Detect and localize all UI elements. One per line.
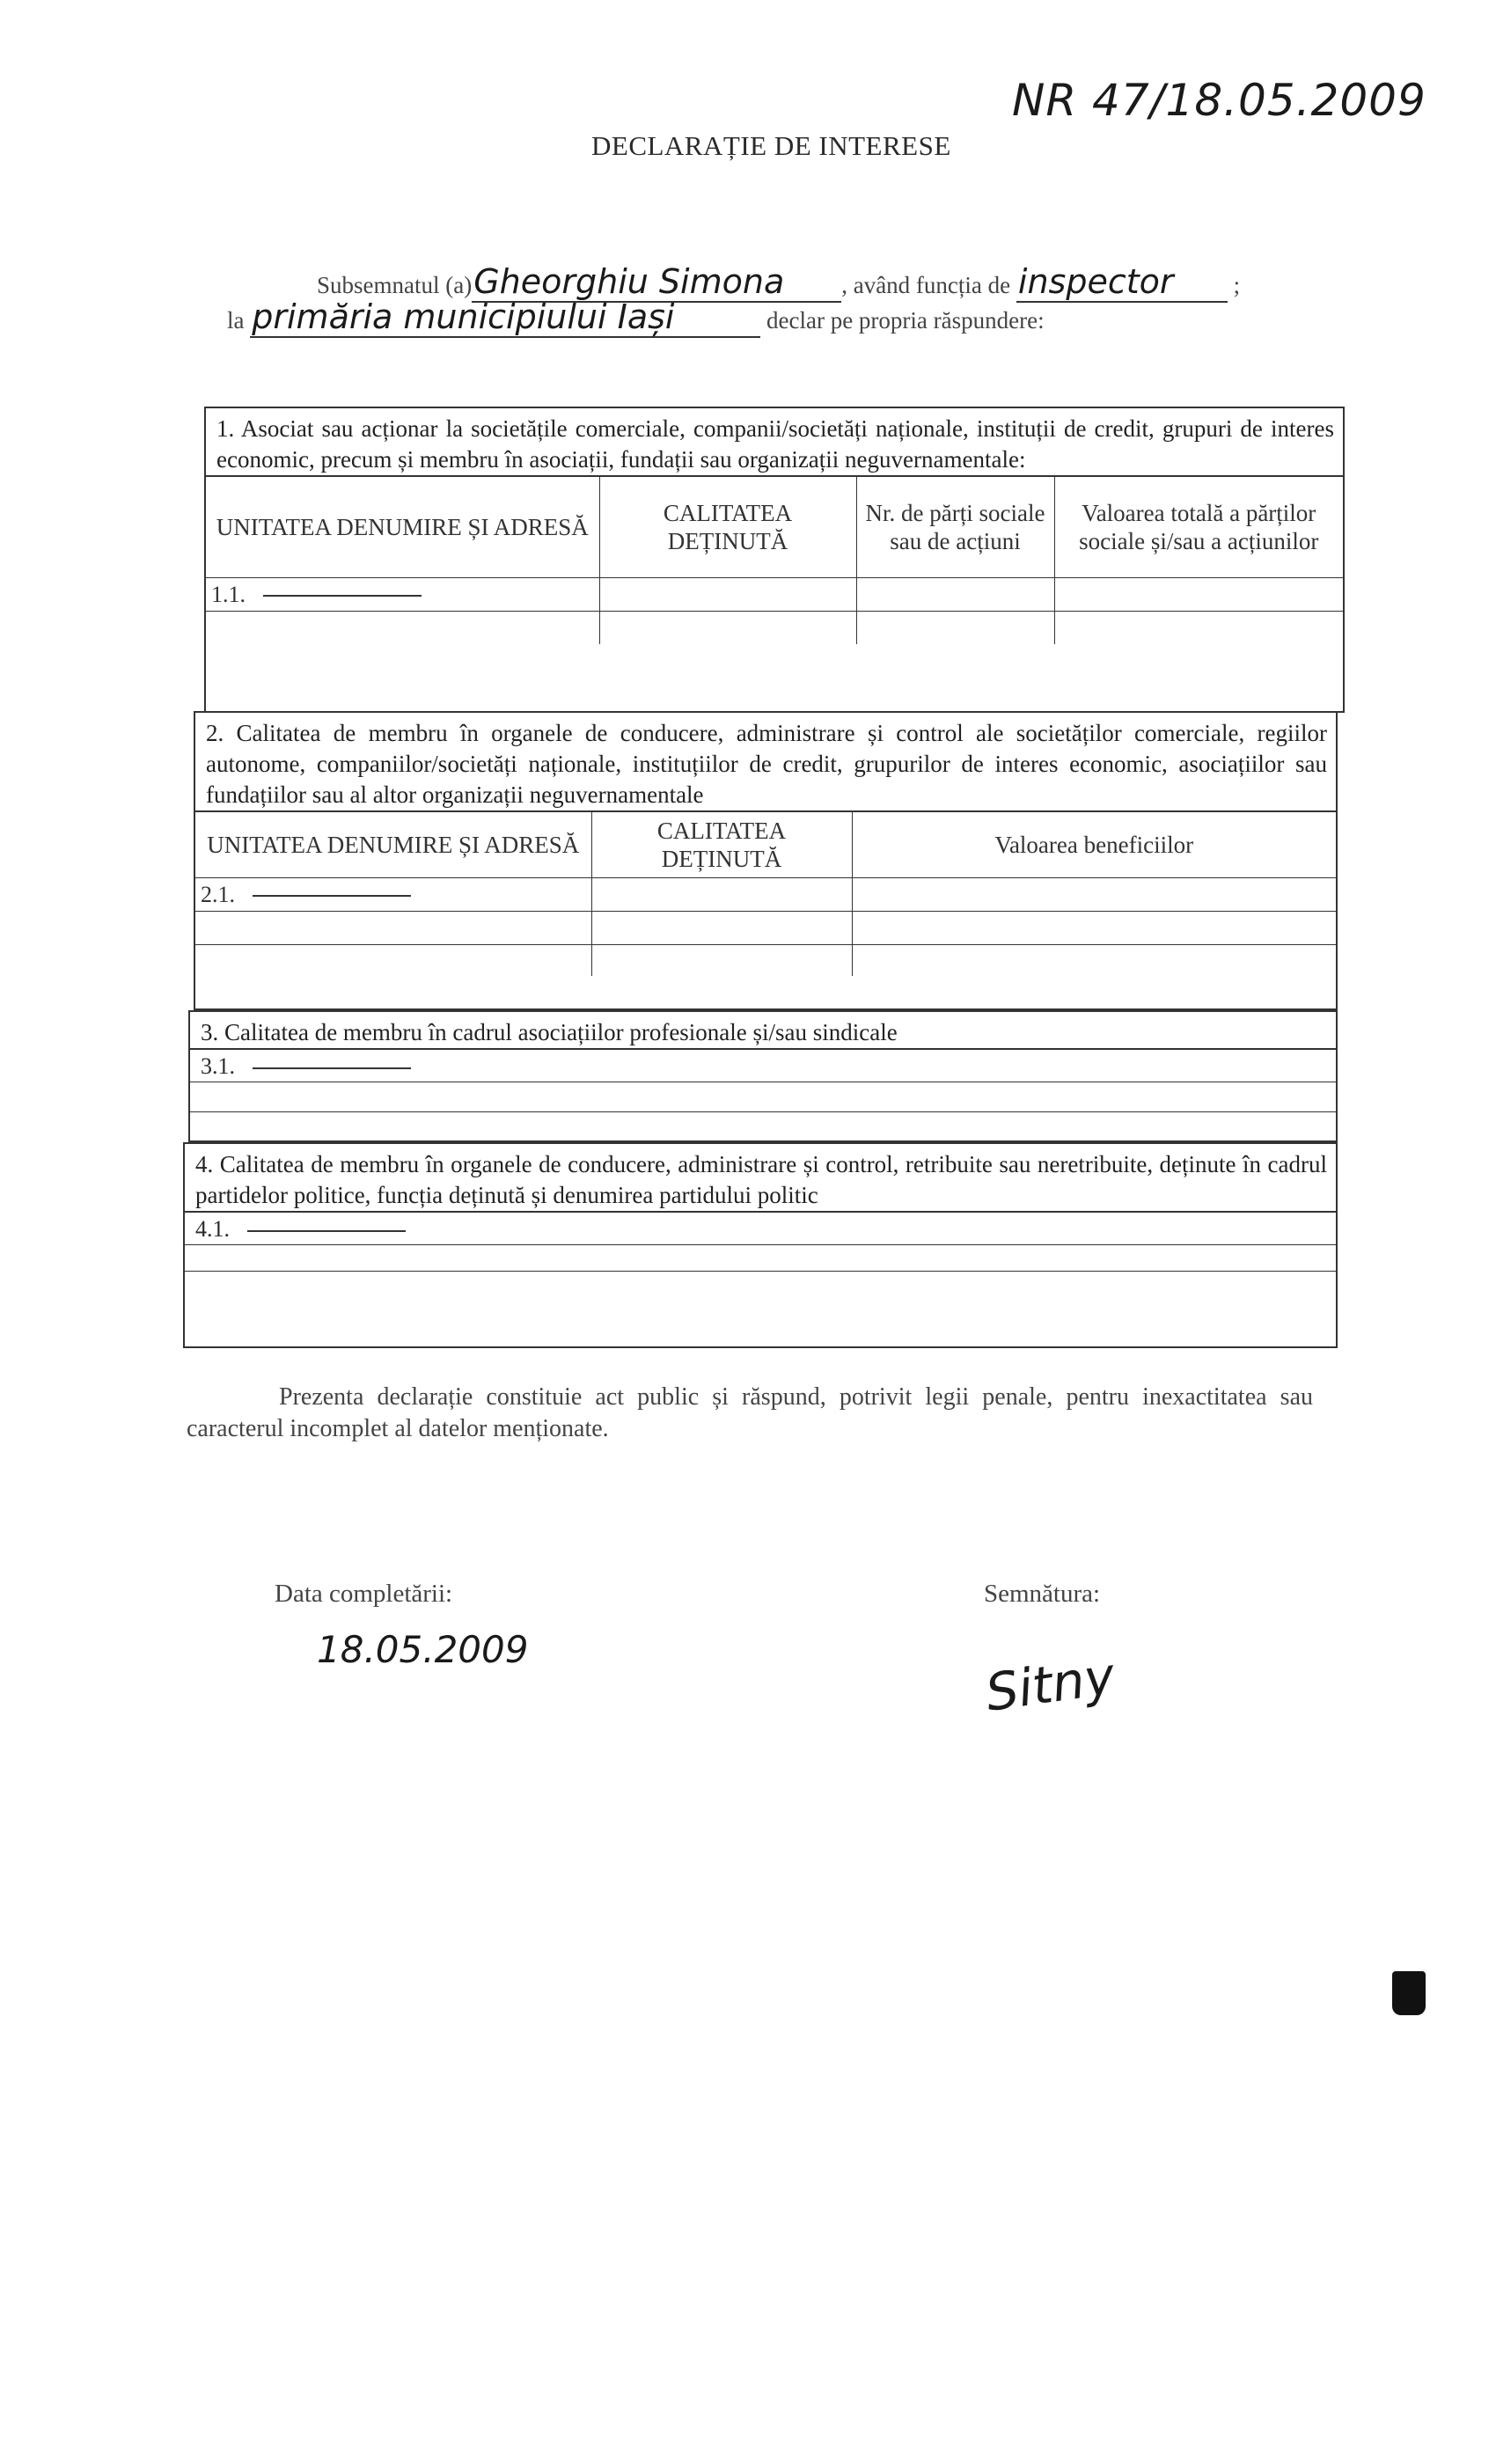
section-1-table [206, 477, 1343, 644]
section-2-table [195, 812, 1336, 976]
s2-col-benefits: Valoarea beneficiilor [852, 812, 1336, 877]
intro-line2-suffix: declar pe propria răspundere: [766, 307, 1045, 334]
table-cell[interactable] [1054, 577, 1343, 611]
dash-line [263, 595, 422, 597]
declaration-text: Prezenta declarație constituie act public și răspund, potrivit legii penale, pentru inexactitatea sau caracterul incomplet al datelor menționate. [187, 1383, 1313, 1442]
table-row[interactable] [185, 1213, 1336, 1244]
s2-col-unit: UNITATEA DENUMIRE ȘI ADRESĂ [195, 812, 591, 877]
intro-line-1: Subsemnatul (a)Gheorghiu Simona , având funcția de inspector ; [317, 262, 1241, 301]
section-3-heading: 3. Calitatea de membru în cadrul asociațiilor profesionale și/sau sindicale [190, 1012, 1336, 1050]
scan-blot [1392, 1971, 1426, 2015]
section-4-heading: 4. Calitatea de membru în organele de conducere, administrare și control, retribuite sau neretribuite, deținute în cadrul partidelor politice, funcția deținută și denumirea partidului politic [185, 1144, 1336, 1213]
section-1 [204, 407, 1345, 713]
s1-col-quality: CALITATEA DEȚINUTĂ [599, 477, 856, 577]
intro-line-2 [227, 297, 1045, 338]
table-cell[interactable] [591, 877, 852, 911]
s3-row-label: 3.1. [201, 1053, 235, 1079]
table-cell[interactable] [852, 911, 1336, 944]
s1-col-unit: UNITATEA DENUMIRE ȘI ADRESĂ [206, 477, 599, 577]
function-field[interactable] [1016, 262, 1228, 303]
table-row[interactable] [185, 1244, 1336, 1271]
registration-number: NR 47/18.05.2009 [1012, 75, 1426, 126]
table-row[interactable] [190, 1111, 1336, 1141]
section-2 [194, 711, 1338, 1010]
s1-col-shares: Nr. de părți sociale sau de acțiuni [856, 477, 1054, 577]
s4-row-label: 4.1. [195, 1216, 230, 1242]
table-cell[interactable] [1054, 611, 1343, 644]
section-4 [183, 1142, 1338, 1348]
dash-line [253, 895, 411, 897]
s2-col-quality: CALITATEA DEȚINUTĂ [591, 812, 852, 877]
intro-prefix: Subsemnatul (a) [317, 272, 473, 298]
function-value: inspector [1017, 262, 1174, 301]
s2-row-label: 2.1. [201, 881, 235, 907]
dash-line [253, 1067, 411, 1069]
intro-line2-prefix: la [227, 307, 245, 334]
institution-value: primăria municipiului Iași [252, 297, 675, 336]
date-value: 18.05.2009 [317, 1628, 529, 1671]
document-title: DECLARAȚIE DE INTERESE [591, 130, 951, 161]
s1-row-label: 1.1. [211, 581, 246, 607]
table-cell[interactable] [856, 611, 1054, 644]
s1-col-value: Valoarea totală a părților sociale și/sau a acțiunilor [1054, 477, 1343, 577]
table-cell[interactable] [206, 611, 599, 644]
table-cell[interactable] [856, 577, 1054, 611]
table-cell[interactable] [852, 944, 1336, 976]
section-2-heading: 2. Calitatea de membru în organele de conducere, administrare și control ale societăților comerciale, regiilor autonome, companiilor/societăți naționale, instituțiilor de credit, grupurilor de interes economic, asociațiilor sau fundațiilor sau al altor organizații neguvernamentale [195, 713, 1336, 812]
table-row[interactable] [206, 577, 599, 611]
table-cell[interactable] [599, 611, 856, 644]
signature-label: Semnătura: [984, 1580, 1101, 1608]
table-row[interactable] [195, 877, 591, 911]
institution-field[interactable] [250, 297, 760, 338]
table-cell[interactable] [195, 911, 591, 944]
section-1-heading: 1. Asociat sau acționar la societățile comerciale, companii/societăți naționale, instituții de credit, grupuri de interes economic, precum și membru în asociații, fundații sau organizații neguvernamentale: [206, 408, 1343, 477]
table-cell[interactable] [852, 877, 1336, 911]
signature: Sitny [981, 1646, 1118, 1723]
table-cell[interactable] [591, 944, 852, 976]
dash-line [247, 1230, 406, 1232]
table-row[interactable] [190, 1050, 1336, 1082]
table-cell[interactable] [195, 944, 591, 976]
table-cell[interactable] [591, 911, 852, 944]
function-label: , având funcția de [841, 272, 1011, 298]
table-cell[interactable] [599, 577, 856, 611]
date-label: Data completării: [275, 1580, 453, 1608]
table-row[interactable] [190, 1082, 1336, 1111]
table-row[interactable] [185, 1271, 1336, 1297]
section-3 [188, 1010, 1338, 1142]
name-value: Gheorghiu Simona [473, 262, 785, 301]
